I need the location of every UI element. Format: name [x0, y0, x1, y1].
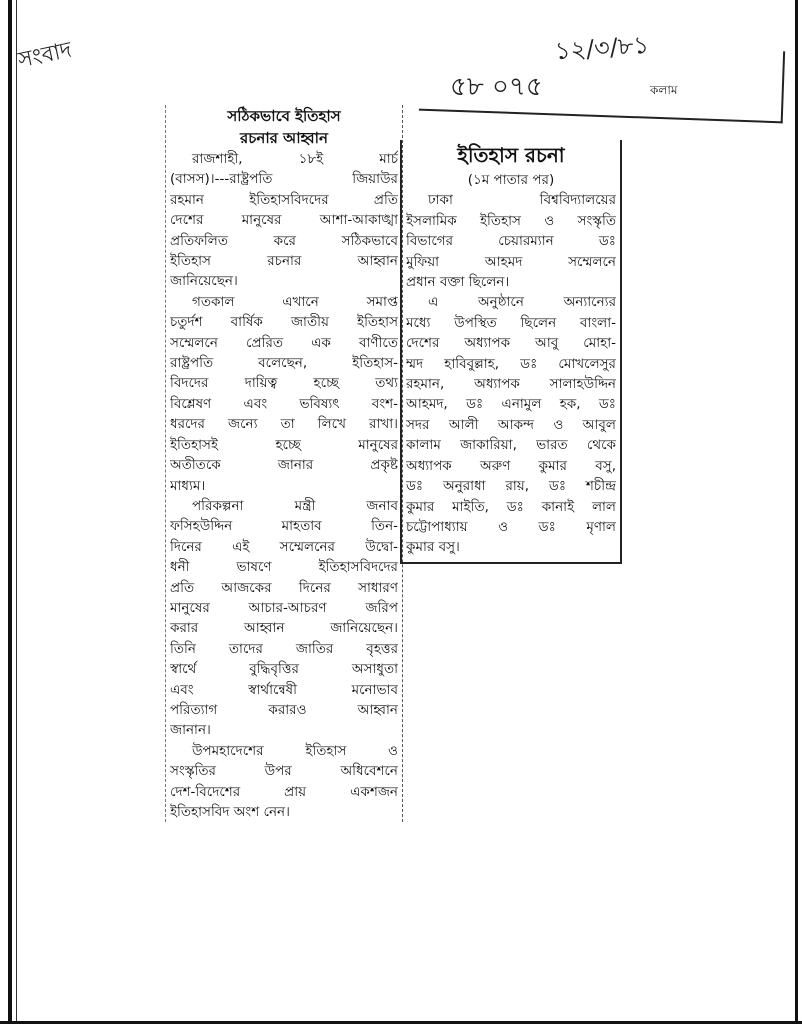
- scan-edge-left-inner: [16, 0, 17, 1024]
- article-line: জানান।: [170, 722, 211, 739]
- article-line: পরিকল্পনা মন্ত্রী জনাব: [192, 497, 398, 514]
- article-line: তিনি তাদের জাতির বৃহত্তর: [170, 640, 398, 657]
- article-line: চতুর্দশ বার্ষিক জাতীয় ইতিহাস: [170, 314, 398, 331]
- scan-edge-right: [795, 0, 798, 1024]
- article-line: অতীতকে জানার প্রকৃষ্ট: [170, 457, 398, 474]
- article-line: বিভাগের চেয়ারম্যান ডঃ: [406, 233, 616, 250]
- article-line: গতকাল এখানে সমাপ্ত: [192, 293, 398, 310]
- article-line: দেশের অধ্যাপক আবু মোহা-: [406, 335, 616, 352]
- article-line: রহমান ইতিহাসবিদদের প্রতি: [170, 191, 398, 208]
- article-line: (বাসস)।---রাষ্ট্রপতি জিয়াউর: [170, 171, 398, 188]
- article-line: পরিত্যাগ করারও আহ্বান: [170, 701, 398, 718]
- article-line: সম্মেলনে প্রেরিত এক বাণীতে: [170, 334, 398, 351]
- article-line: ধরদের জন্যে তা লিখে রাখা।: [170, 416, 398, 433]
- right-headline: ইতিহাস রচনা: [457, 143, 565, 167]
- article-line: চট্টোপাধ্যায় ও ডঃ মৃণাল: [406, 518, 616, 535]
- article-line: প্রতিফলিত করে সঠিকভাবে: [170, 232, 398, 249]
- article-line: জানিয়েছেন।: [170, 273, 238, 290]
- article-line: স্বার্থে বুদ্ধিবৃত্তির অসাধুতা: [170, 661, 398, 678]
- article-line: মধ্যে উপস্থিত ছিলেন বাংলা-: [406, 314, 616, 331]
- scan-edge-left: [8, 0, 12, 1024]
- article-line: সদর আলী আকন্দ ও আবুল: [406, 416, 616, 433]
- article-line: এ অনুষ্ঠানে অন্যান্যের: [428, 294, 616, 311]
- article-line: রাষ্ট্রপতি বলেছেন, ইতিহাস-: [170, 355, 398, 372]
- left-article-body: [170, 149, 398, 822]
- article-line: প্রতি আজকের দিনের সাধারণ: [170, 579, 398, 596]
- reference-number: ৫৮ ০৭৫: [450, 72, 543, 102]
- article-line: ধনী ভাষণে ইতিহাসবিদদের: [170, 559, 398, 576]
- article-line: দেশ-বিদেশের প্রায় একশজন: [170, 783, 398, 800]
- article-line: ইতিহাস রচনার আহ্বান: [170, 253, 398, 270]
- article-line: সংস্কৃতির উপর অধিবেশনে: [170, 763, 398, 780]
- article-line: বিদদের দায়িত্ব হচ্ছে তথ্য: [170, 375, 398, 392]
- handwritten-date: ১২/৩/৮১: [553, 30, 650, 66]
- article-line: মুফিয়া আহমদ সম্মেলনে: [406, 253, 616, 270]
- right-subhead: (১ম পাতার পর): [467, 172, 555, 188]
- article-line: দেশের মানুষের আশা-আকাঙ্খা: [170, 212, 398, 229]
- article-line: দিনের এই সম্মেলনের উদ্বো-: [170, 538, 398, 555]
- article-line: ইতিহাসই হচ্ছে মানুষের: [170, 436, 398, 453]
- article-line: বিশ্লেষণ এবং ভবিষ্যৎ বংশ-: [170, 395, 398, 412]
- article-line: ইসলামিক ইতিহাস ও সংস্কৃতি: [406, 212, 616, 229]
- right-article-clipping: [400, 140, 622, 564]
- article-line: রহমান, অধ্যাপক সালাহউদ্দিন: [406, 376, 616, 393]
- article-line: কুমার মাইতি, ডঃ কানাই লাল: [406, 498, 616, 515]
- article-line: করার আহ্বান জানিয়েছেন।: [170, 620, 398, 637]
- left-article-clipping: [165, 105, 403, 822]
- handwritten-source: সংবাদ: [15, 37, 74, 74]
- article-line: ম্মদ হাবিবুল্লাহ, ডঃ মোখলেসুর: [406, 355, 616, 372]
- left-headline-line-1: সঠিকভাবে ইতিহাস: [227, 107, 341, 125]
- article-line: প্রধান বক্তা ছিলেন।: [406, 274, 510, 291]
- column-label: কলাম: [650, 83, 678, 97]
- article-line: ফসিহউদ্দিন মাহতাব তিন-: [170, 518, 398, 535]
- article-line: অধ্যাপক অরুণ কুমার বসু,: [406, 457, 616, 474]
- article-line: রাজশাহী, ১৮ই মার্চ: [192, 151, 398, 167]
- article-line: কালাম জাকারিয়া, ভারত থেকে: [406, 437, 616, 454]
- article-line: কুমার বসু।: [406, 539, 460, 556]
- article-line: মানুষের আচার-আচরণ জরিপ: [170, 599, 398, 616]
- article-line: এবং স্বার্থান্বেষী মনোভাব: [170, 681, 398, 698]
- article-line: মাধ্যম।: [170, 477, 206, 494]
- left-headline-line-2: রচনার আহ্বান: [240, 129, 328, 147]
- article-line: ডঃ অনুরাধা রায়, ডঃ শচীন্দ্র: [406, 478, 616, 495]
- right-article-body: [406, 190, 616, 557]
- article-line: উপমহাদেশের ইতিহাস ও: [192, 742, 398, 759]
- article-line: ইতিহাসবিদ অংশ নেন।: [170, 804, 290, 820]
- article-line: ঢাকা বিশ্ববিদ্যালয়ের: [428, 192, 616, 209]
- article-line: আহমদ, ডঃ এনামুল হক, ডঃ: [406, 396, 616, 413]
